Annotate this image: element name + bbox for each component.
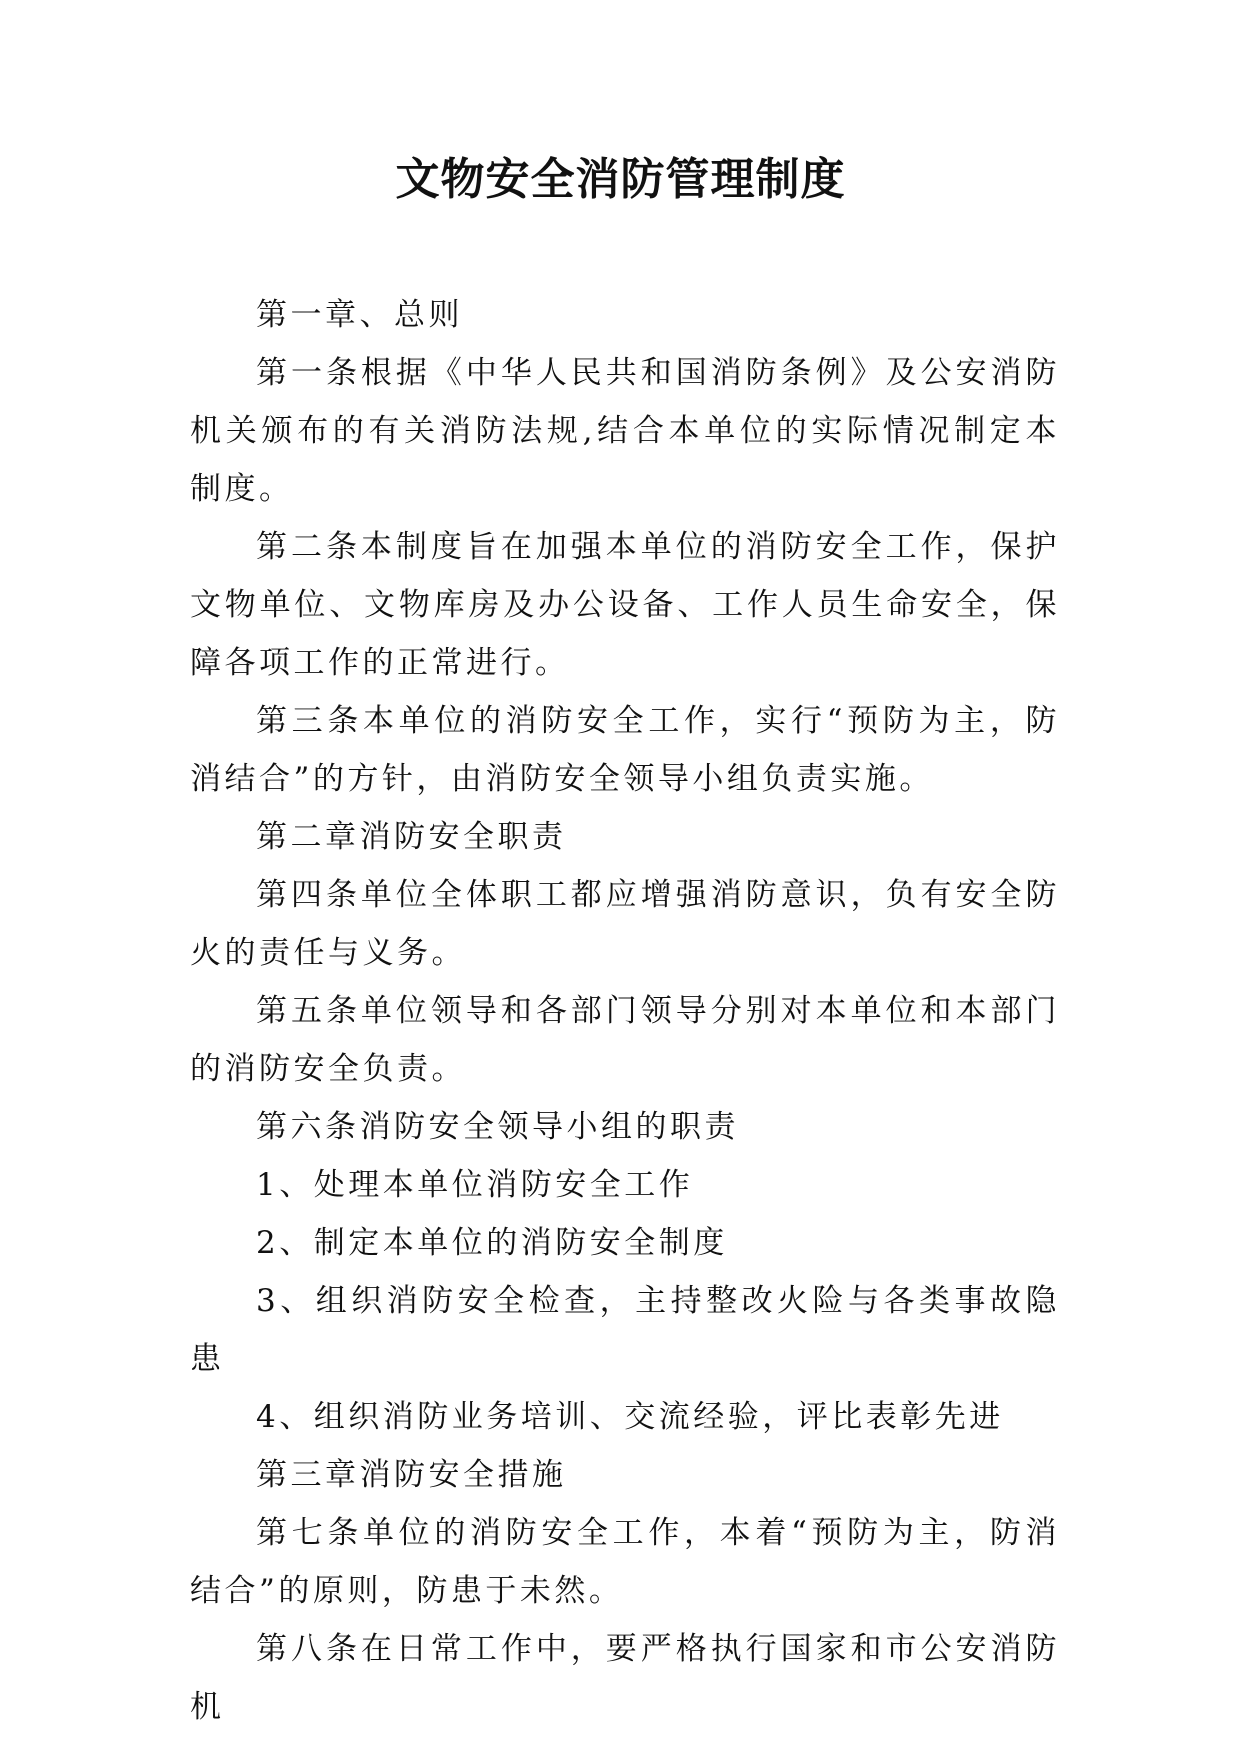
- chapter-heading: 第三章消防安全措施: [256, 1457, 567, 1493]
- list-item: 1、处理本单位消防安全工作: [256, 1167, 694, 1203]
- chapter-heading: 第二章消防安全职责: [256, 819, 567, 855]
- article-paragraph: 第四条单位全体职工都应增强消防意识，负有安全防火的责任与义务。: [190, 877, 1060, 971]
- document-body: [190, 286, 1060, 1736]
- list-item: 2、制定本单位的消防安全制度: [256, 1225, 728, 1261]
- article-paragraph: 第六条消防安全领导小组的职责: [256, 1109, 739, 1145]
- list-item: 4、组织消防业务培训、交流经验，评比表彰先进: [256, 1399, 1004, 1435]
- article-paragraph: 第五条单位领导和各部门领导分别对本单位和本部门的消防安全负责。: [190, 993, 1060, 1087]
- article-paragraph: 第二条本制度旨在加强本单位的消防安全工作，保护文物单位、文物库房及办公设备、工作人员生命安全，保障各项工作的正常进行。: [190, 529, 1060, 681]
- article-paragraph: 第七条单位的消防安全工作，本着“预防为主，防消结合”的原则，防患于未然。: [190, 1515, 1060, 1609]
- document-title: 文物安全消防管理制度: [395, 154, 846, 205]
- article-paragraph: 第一条根据《中华人民共和国消防条例》及公安消防机关颁布的有关消防法规,结合本单位的实际情况制定本制度。: [190, 355, 1060, 507]
- article-paragraph: 第八条在日常工作中，要严格执行国家和市公安消防机: [190, 1631, 1060, 1725]
- chapter-heading: 第一章、总则: [256, 297, 463, 333]
- article-paragraph: 第三条本单位的消防安全工作，实行“预防为主，防消结合”的方针，由消防安全领导小组负责实施。: [190, 703, 1060, 797]
- list-item: 3、组织消防安全检查，主持整改火险与各类事故隐患: [190, 1283, 1060, 1377]
